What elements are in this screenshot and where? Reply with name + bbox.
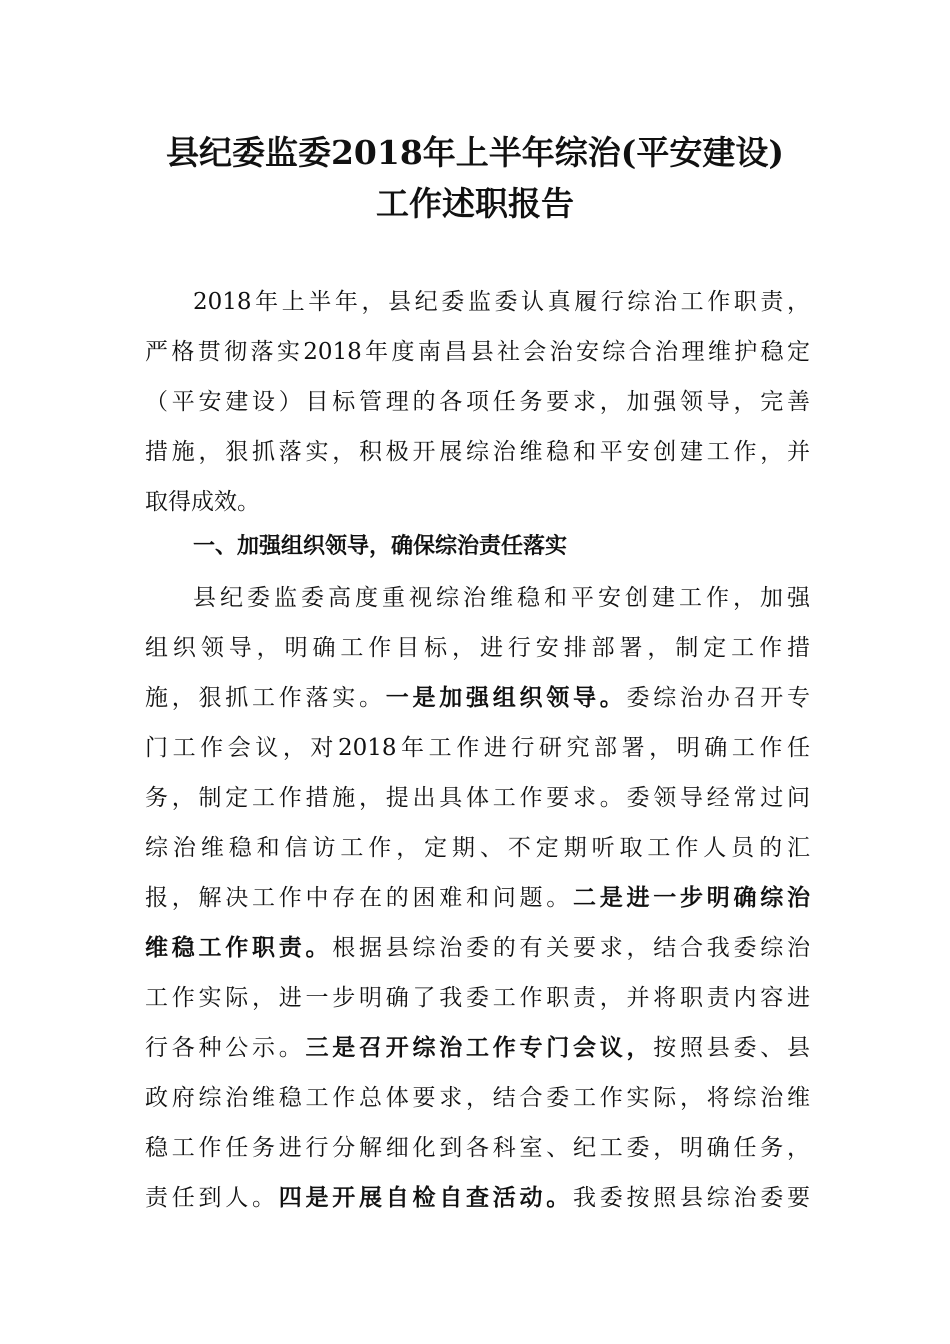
text-run: 委综治办召开专 xyxy=(626,685,810,711)
paragraph-line: 综治维稳和信访工作，定期、不定期听取工作人员的汇 xyxy=(145,835,810,861)
paragraph-line: 政府综治维稳工作总体要求，结合委工作实际，将综治维 xyxy=(145,1085,810,1111)
paragraph-line: 严格贯彻落实2018年度南昌县社会治安综合治理维护稳定 xyxy=(145,339,810,365)
paragraph-line: 措施，狠抓落实，积极开展综治维稳和平安创建工作，并 xyxy=(145,439,810,465)
paragraph-line: 2018年上半年，县纪委监委认真履行综治工作职责， xyxy=(193,289,810,315)
paragraph-line xyxy=(145,873,810,923)
text-run: 报，解决工作中存在的困难和问题。 xyxy=(145,885,573,911)
paragraph-line: （平安建设）目标管理的各项任务要求，加强领导，完善 xyxy=(145,389,810,415)
paragraph-line xyxy=(145,1173,810,1223)
text-run: 按照县委、县 xyxy=(653,1035,810,1061)
paragraph-line: 务，制定工作措施，提出具体工作要求。委领导经常过问 xyxy=(145,785,810,811)
bold-point-1: 一是加强组织领导。 xyxy=(385,685,627,711)
text-run: 根据县综治委的有关要求，结合我委综治 xyxy=(332,935,810,961)
paragraph-line: 县纪委监委高度重视综治维稳和平安创建工作，加强 xyxy=(193,585,810,611)
bold-point-2: 二是进一步明确综治 xyxy=(573,885,810,911)
paragraph-line: 取得成效。 xyxy=(145,489,260,515)
bold-point-3: 三是召开综治工作专门会议， xyxy=(305,1035,654,1061)
paragraph-line: 门工作会议，对2018年工作进行研究部署，明确工作任 xyxy=(145,735,810,761)
paragraph-section-1 xyxy=(145,573,810,1223)
paragraph-line xyxy=(145,673,810,723)
section-heading-1: 一、加强组织领导，确保综治责任落实 xyxy=(193,534,568,559)
paragraph-line: 组织领导，明确工作目标，进行安排部署，制定工作措 xyxy=(145,635,810,661)
text-run: 我委按照县综治委要 xyxy=(573,1185,810,1211)
bold-point-2-cont: 维稳工作职责。 xyxy=(145,935,333,961)
document-title-line-1: 县纪委监委2018年上半年综治(平安建设) xyxy=(165,133,785,172)
bold-point-4: 四是开展自检自查活动。 xyxy=(278,1185,573,1211)
paragraph-line xyxy=(145,923,810,973)
text-run: 施，狠抓工作落实。 xyxy=(145,685,386,711)
paragraph-line xyxy=(145,1023,810,1073)
text-run: 责任到人。 xyxy=(145,1185,279,1211)
paragraph-line: 工作实际，进一步明确了我委工作职责，并将职责内容进 xyxy=(145,985,810,1011)
paragraph-line: 稳工作任务进行分解细化到各科室、纪工委，明确任务， xyxy=(145,1135,810,1161)
paragraph-intro xyxy=(145,277,810,527)
text-run: 行各种公示。 xyxy=(145,1035,306,1061)
document-title-line-2: 工作述职报告 xyxy=(376,184,574,223)
